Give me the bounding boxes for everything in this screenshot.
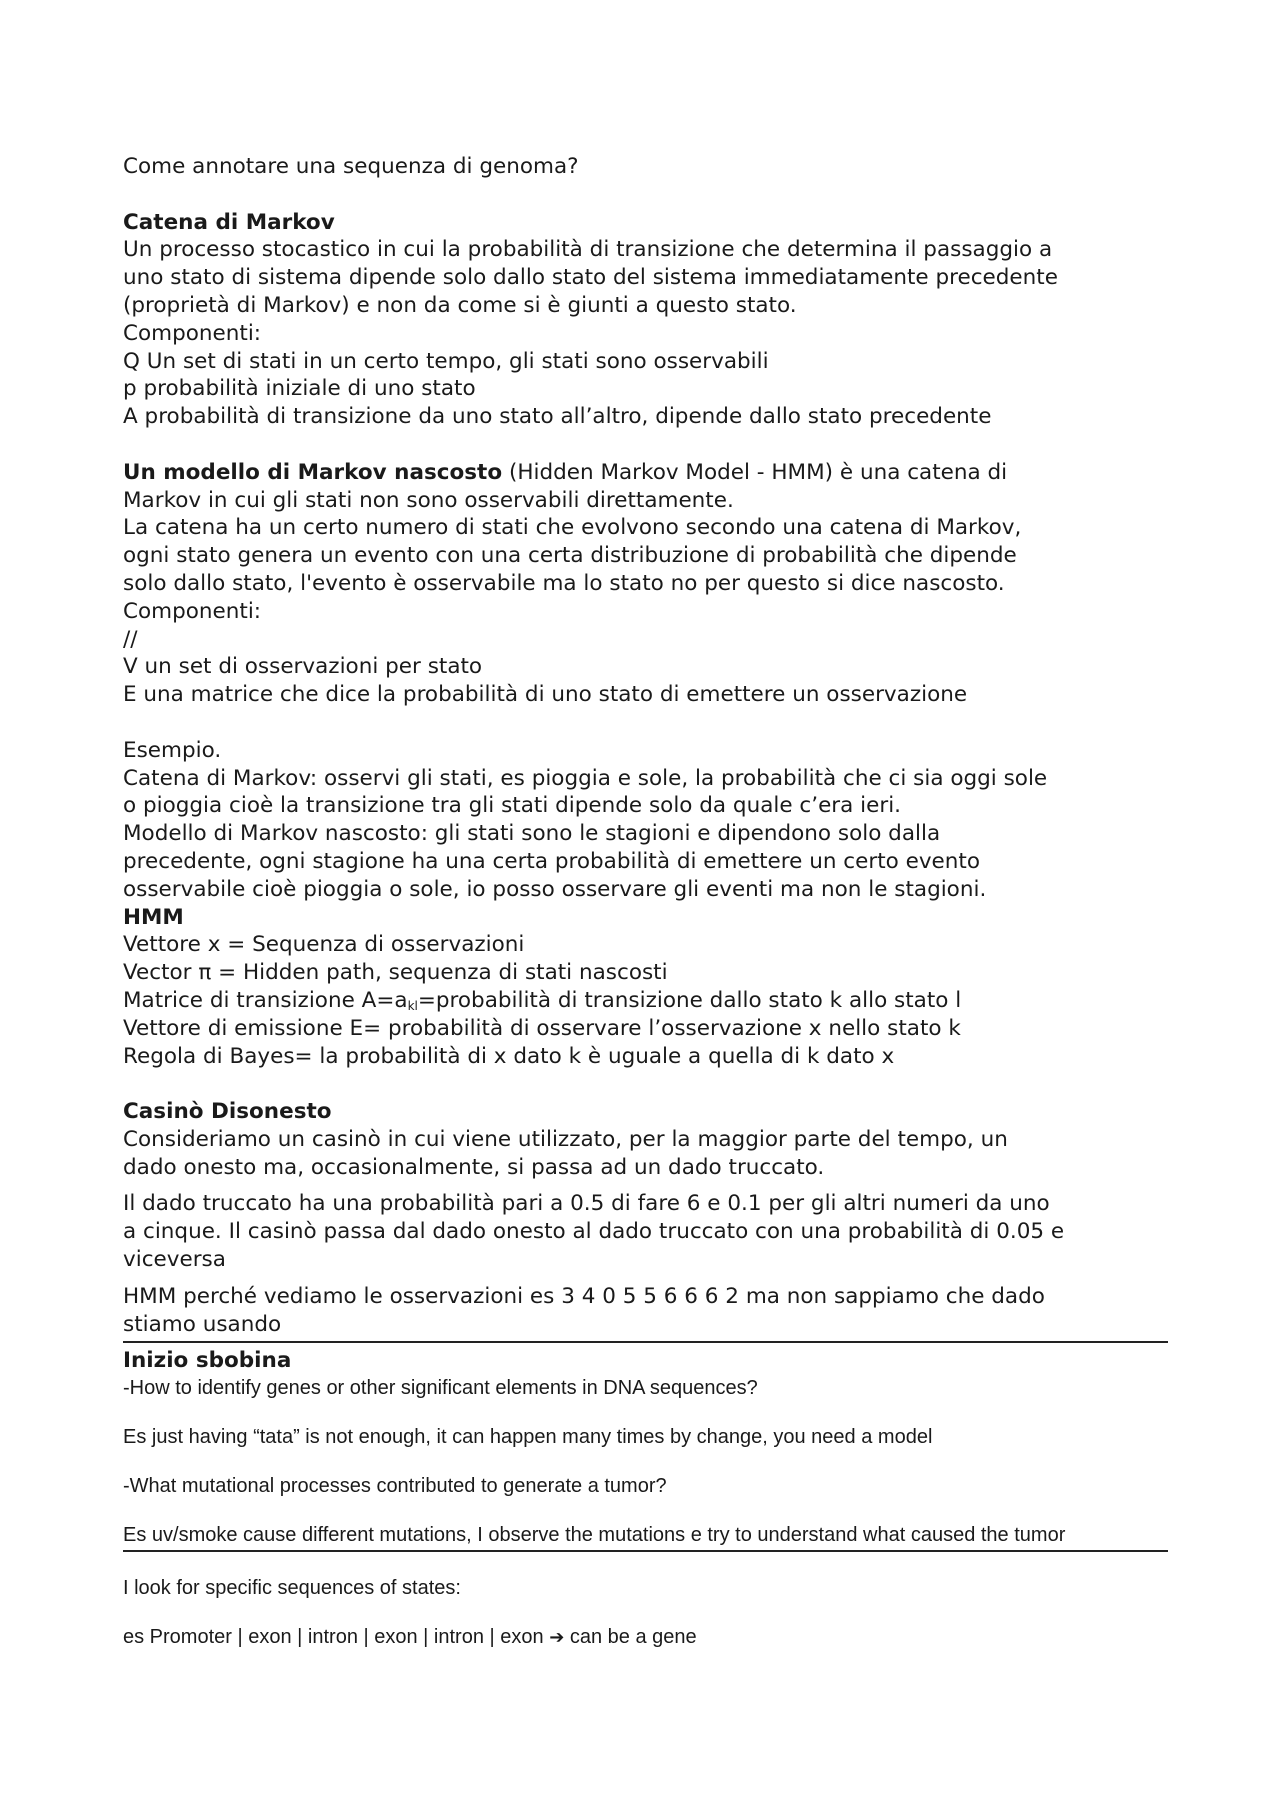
transcript-heading: Inizio sbobina xyxy=(123,1348,292,1374)
hmm-line: Vector π = Hidden path, sequenza di stati nascosti xyxy=(123,960,668,986)
casino-line: dado onesto ma, occasionalmente, si passa ad un dado truccato. xyxy=(123,1154,825,1180)
example-line: precedente, ogni stagione ha una certa probabilità di emettere un certo evento xyxy=(123,848,980,874)
hmm-intro-line: La catena ha un certo numero di stati che evolvono secondo una catena di Markov, xyxy=(123,515,1022,541)
hmm-line: Regola di Bayes= la probabilità di x dato k è uguale a quella di k dato x xyxy=(123,1043,895,1069)
hmm-intro-line: Markov in cui gli stati non sono osservabili direttamente. xyxy=(123,487,734,513)
markov-def-line: Un processo stocastico in cui la probabilità di transizione che determina il passaggio a xyxy=(123,237,1053,263)
section-divider xyxy=(123,1341,1168,1343)
casino-line: Consideriamo un casinò in cui viene utilizzato, per la maggior parte del tempo, un xyxy=(123,1126,1008,1152)
right-arrow-icon: ➔ xyxy=(549,1627,565,1649)
markov-def-line: uno stato di sistema dipende solo dallo stato del sistema immediatamente precedente xyxy=(123,265,1058,291)
hmm-line: Vettore x = Sequenza di osservazioni xyxy=(123,932,525,958)
hmm-heading: HMM xyxy=(123,904,184,930)
hmm-line-transition xyxy=(123,987,1168,1015)
hmm-intro-first-line xyxy=(123,459,1168,487)
markov-component: A probabilità di transizione da uno stato all’altro, dipende dallo stato precedente xyxy=(123,404,992,430)
intro-question: Come annotare una sequenza di genoma? xyxy=(123,154,579,179)
markov-component: Q Un set di stati in un certo tempo, gli stati sono osservabili xyxy=(123,348,769,374)
transcript-question: -What mutational processes contributed to generate a tumor? xyxy=(123,1475,667,1498)
hmm-intro-line: ogni stato genera un evento con una certa distribuzione di probabilità che dipende xyxy=(123,543,1017,569)
transcript-answer: Es just having “tata” is not enough, it can happen many times by change, you need a model xyxy=(123,1426,933,1449)
hmm-intro-line: V un set di osservazioni per stato xyxy=(123,654,483,680)
example-line: Modello di Markov nascosto: gli stati sono le stagioni e dipendono solo dalla xyxy=(123,821,941,847)
markov-component: p probabilità iniziale di uno stato xyxy=(123,376,476,402)
transition-text: Matrice di transizione A=a xyxy=(123,987,408,1013)
hmm-intro-line: Componenti: xyxy=(123,598,262,624)
casino-line: viceversa xyxy=(123,1247,226,1273)
transcript-example xyxy=(123,1624,1168,1651)
gene-structure-example: es Promoter | exon | intron | exon | intron | exon xyxy=(123,1626,544,1649)
casino-line: a cinque. Il casinò passa dal dado onesto al dado truccato con una probabilità di 0.05 e xyxy=(123,1219,1065,1245)
casino-line: Il dado truccato ha una probabilità pari a 0.5 di fare 6 e 0.1 per gli altri numeri da uno xyxy=(123,1191,1050,1217)
example-line: osservabile cioè pioggia o sole, io posso osservare gli eventi ma non le stagioni. xyxy=(123,876,987,902)
transition-text-rest: =probabilità di transizione dallo stato k allo stato l xyxy=(417,987,962,1013)
transition-subscript: kl xyxy=(407,998,418,1013)
example-line: Esempio. xyxy=(123,737,222,763)
example-line: o pioggia cioè la transizione tra gli stati dipende solo da quale c’era ieri. xyxy=(123,793,901,819)
hmm-intro-line: E una matrice che dice la probabilità di uno stato di emettere un osservazione xyxy=(123,682,968,708)
casino-line: stiamo usando xyxy=(123,1311,282,1337)
gene-structure-result: can be a gene xyxy=(569,1626,697,1649)
transcript-line: I look for specific sequences of states: xyxy=(123,1577,461,1600)
transcript-answer: Es uv/smoke cause different mutations, I observe the mutations e try to understand what caused the tumor xyxy=(123,1522,1168,1552)
markov-def-line: (proprietà di Markov) e non da come si è giunti a questo stato. xyxy=(123,292,797,318)
casino-line: HMM perché vediamo le osservazioni es 3 4 0 5 5 6 6 6 2 ma non sappiamo che dado xyxy=(123,1283,1045,1309)
document-content xyxy=(123,153,1168,1651)
casino-heading: Casinò Disonesto xyxy=(123,1099,332,1125)
hmm-intro-line: solo dallo stato, l'evento è osservabile ma lo stato no per questo si dice nascosto. xyxy=(123,570,1005,596)
hmm-intro-heading: Un modello di Markov nascosto xyxy=(123,459,503,485)
markov-chain-heading: Catena di Markov xyxy=(123,209,335,235)
transcript-question: -How to identify genes or other significant elements in DNA sequences? xyxy=(123,1377,758,1400)
hmm-line: Vettore di emissione E= probabilità di osservare l’osservazione x nello stato k xyxy=(123,1015,961,1041)
hmm-intro-line: // xyxy=(123,626,138,652)
example-line: Catena di Markov: osservi gli stati, es pioggia e sole, la probabilità che ci sia oggi sole xyxy=(123,765,1048,791)
hmm-intro-heading-rest: (Hidden Markov Model - HMM) è una catena di xyxy=(502,459,1008,485)
markov-components-label: Componenti: xyxy=(123,320,262,346)
